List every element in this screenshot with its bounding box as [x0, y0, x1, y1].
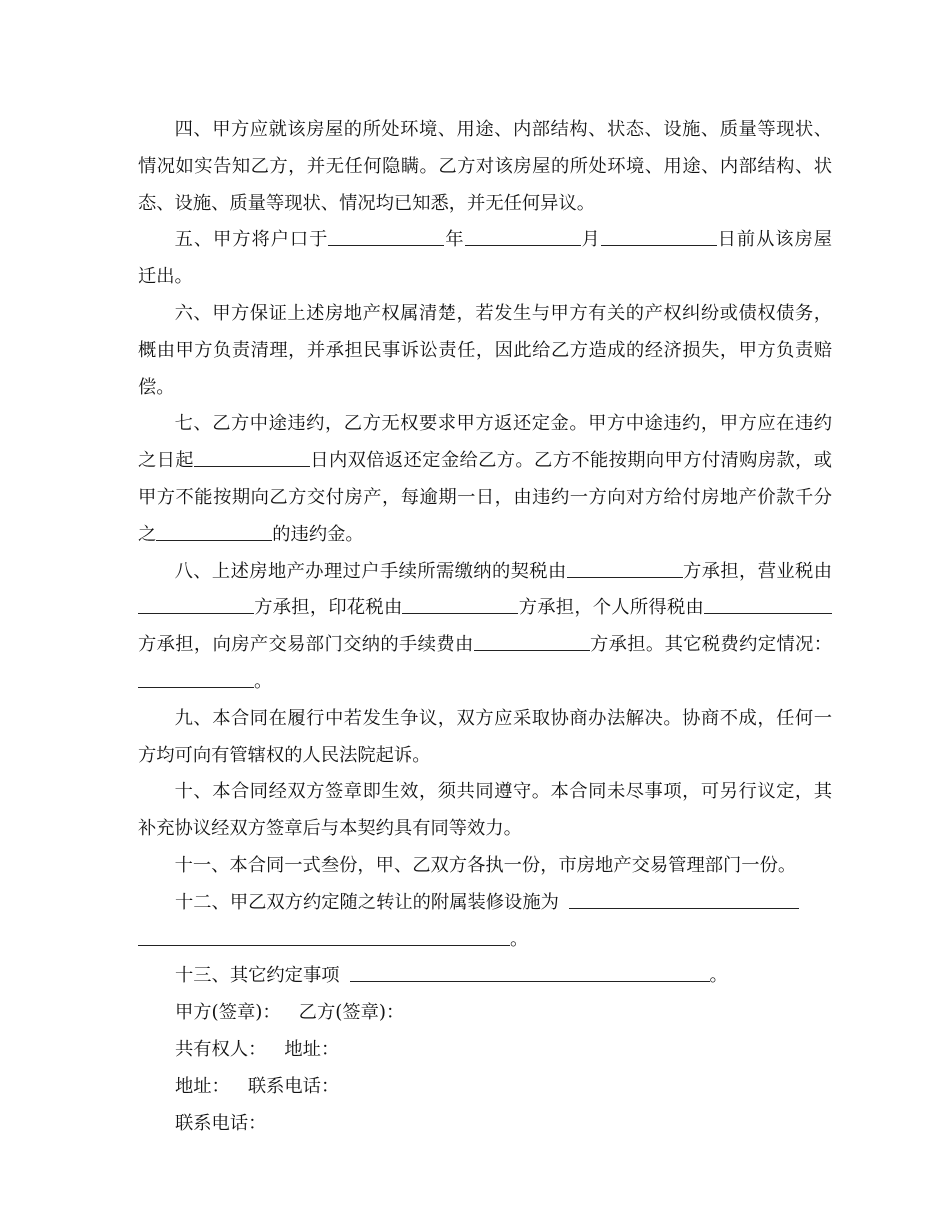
clause-10: 十、本合同经双方签章即生效，须共同遵守。本合同未尽事项，可另行议定，其补充协议经双方签章后与本契约具有同等效力。 — [138, 781, 832, 840]
clause-13 — [138, 958, 832, 995]
party-a-phone-label: 联系电话： — [175, 1112, 267, 1134]
blank-fixtures-line-2[interactable] — [138, 929, 510, 946]
clause-11: 十一、本合同一式叁份，甲、乙双方各执一份，市房地产交易管理部门一份。 — [174, 854, 797, 876]
clause-8-text-6: 方承担。其它税费约定情况： — [589, 634, 833, 656]
signature-row-3 — [138, 1069, 832, 1106]
clause-7-text-3: 的违约金。 — [272, 523, 364, 545]
clause-9: 九、本合同在履行中若发生争议，双方应采取协商办法解决。协商不成，任何一方均可向有管辖权的人民法院起诉。 — [138, 707, 832, 766]
blank-other-matters[interactable] — [350, 965, 710, 982]
clause-12-text-2: 。 — [510, 928, 529, 950]
blank-deed-tax-party[interactable] — [567, 561, 683, 578]
blank-income-tax-party-part1[interactable] — [704, 597, 768, 614]
party-b-phone-label: 联系电话： — [247, 1075, 340, 1097]
blank-income-tax-party-part2[interactable] — [768, 597, 832, 614]
clause-8-text-2: 方承担，营业税由 — [682, 560, 833, 582]
clause-13-text-2: 。 — [709, 965, 728, 987]
blank-year[interactable] — [328, 229, 444, 246]
clause-8 — [138, 554, 832, 701]
clause-8-text-7: 。 — [254, 670, 273, 692]
signature-row-2 — [138, 1032, 832, 1069]
clause-13-text-1: 十三、其它约定事项 — [175, 965, 340, 987]
blank-fixtures-line-1[interactable] — [569, 892, 799, 909]
blank-day[interactable] — [601, 229, 717, 246]
co-owner-label: 共有权人： — [175, 1038, 267, 1060]
clause-4: 四、甲方应就该房屋的所处环境、用途、内部结构、状态、设施、质量等现状、情况如实告知乙方，并无任何隐瞒。乙方对该房屋的所处环境、用途、内部结构、状态、设施、质量等现状、情况均已知悉，并无任何异议。 — [138, 119, 832, 214]
clause-8-text-3: 方承担，印花税由 — [254, 597, 403, 619]
party-a-address-label: 地址： — [175, 1075, 230, 1097]
signature-row-1 — [138, 995, 832, 1032]
blank-fee-party[interactable] — [474, 634, 590, 651]
clause-12-text-1: 十二、甲乙双方约定随之转让的附属装修设施为 — [175, 891, 559, 913]
party-a-signature-label: 甲方(签章)： — [175, 1002, 281, 1024]
blank-penalty-rate[interactable] — [156, 524, 272, 541]
clause-8-text-5: 方承担，向房产交易部门交纳的手续费由 — [138, 634, 474, 656]
party-b-address-label: 地址： — [284, 1038, 340, 1060]
signature-row-4 — [138, 1106, 832, 1143]
clause-7-text-1: 七、乙方中途违约，乙方无权要求甲方返还定金。甲方中途违约，甲方应在违约之日起 — [138, 413, 832, 472]
blank-month[interactable] — [465, 229, 581, 246]
clause-12-continued — [138, 922, 832, 959]
clause-12 — [138, 885, 832, 922]
clause-7 — [138, 406, 832, 553]
clause-6: 六、甲方保证上述房地产权属清楚，若发生与甲方有关的产权纠纷或债权债务，概由甲方负责清理，并承担民事诉讼责任，因此给乙方造成的经济损失，甲方负责赔偿。 — [138, 302, 832, 398]
blank-stamp-tax-party[interactable] — [402, 597, 518, 614]
clause-5-text-2: 年 — [444, 229, 465, 251]
blank-business-tax-party[interactable] — [138, 597, 254, 614]
clause-5-text-4: 日前从该房屋迁出。 — [138, 229, 833, 288]
blank-other-taxes[interactable] — [138, 671, 254, 688]
clause-5-text-1: 五、甲方将户口于 — [174, 229, 329, 251]
clause-8-text-4: 方承担，个人所得税由 — [518, 597, 705, 619]
clause-7-text-2: 日内双倍返还定金给乙方。乙方不能按期向甲方付清购房款，或甲方不能按期向乙方交付房产，每逾期一日，由违约一方向对方给付房地产价款千分之 — [138, 450, 833, 545]
clause-8-text-1: 八、上述房地产办理过户手续所需缴纳的契税由 — [174, 560, 567, 582]
blank-refund-days[interactable] — [194, 450, 310, 467]
party-b-signature-label: 乙方(签章)： — [298, 1002, 405, 1024]
clause-5-text-3: 月 — [580, 229, 601, 251]
clause-5 — [138, 222, 832, 296]
